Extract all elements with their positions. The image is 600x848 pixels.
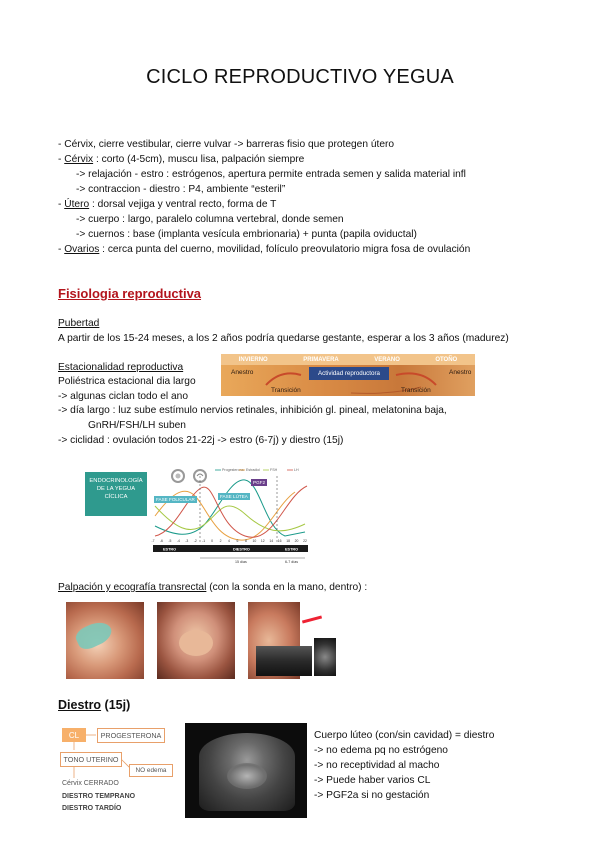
- tag-fase-lutea: FASE LÚTEA: [220, 494, 248, 499]
- season-header: [221, 354, 475, 365]
- diestro-line-2: -> no edema pq no estrógeno: [314, 745, 448, 756]
- ultrasound-photo: [248, 602, 336, 679]
- season-invierno: INVIERNO: [238, 356, 268, 363]
- tick-label: -5: [168, 539, 172, 543]
- estac-line-5: -> ciclidad : ovulación todos 21-22j -> estro (6-7j) y diestro (15j): [58, 435, 344, 446]
- endo-chart: [145, 466, 315, 568]
- endo-chart-title: ENDOCRINOLOGÍA DE LA YEGUA CÍCLICA: [85, 472, 147, 516]
- tick-label: 6: [236, 539, 239, 543]
- actividad-box: Actividad reproductora: [309, 367, 389, 380]
- tick-label: 4: [228, 539, 230, 543]
- duration-estro: 6-7 días: [285, 560, 298, 564]
- tick-label: 18: [286, 539, 291, 543]
- diestro-tardio: DIESTRO TARDÍO: [62, 805, 122, 812]
- note-line-5: - Útero : dorsal vejiga y ventral recto, forma de T: [58, 199, 277, 210]
- legend-label-0: Progesterona: [222, 468, 244, 473]
- estac-line-3: -> día largo : luz sube estímulo nervios retinales, inhibición gl. pineal, melatonina baja,: [58, 405, 447, 416]
- note-line-1: - Cérvix, cierre vestibular, cierre vulvar -> barreras fisio que protegen útero: [58, 139, 395, 150]
- estac-line-1: Poliéstrica estacional dia largo: [58, 376, 196, 387]
- section-heading-fisiologia: Fisiologia reproductiva: [58, 286, 202, 301]
- note-line-3: -> relajación - estro : estrógenos, apertura permite entrada semen y salida material infl: [76, 169, 466, 180]
- tick-label: 14: [269, 539, 274, 543]
- ultrasound-image: [185, 723, 307, 818]
- transicion-left: Transición: [271, 387, 301, 394]
- duration-diestro: 15 días: [235, 560, 247, 564]
- page-title: CICLO REPRODUCTIVO YEGUA: [146, 66, 454, 88]
- diestro-line-1: Cuerpo lúteo (con/sin cavidad) = diestro: [314, 730, 495, 741]
- note-line-8: - Ovarios : cerca punta del cuerno, movilidad, folículo preovulatorio migra fosa de ovulación: [58, 244, 471, 255]
- legend-label-2: FSH: [270, 468, 278, 473]
- tick-label: 20: [294, 539, 299, 543]
- legend-label-1: Estradiol: [246, 468, 260, 473]
- tick-label: 2: [219, 539, 222, 543]
- anestro-left: Anestro: [231, 369, 254, 376]
- transicion-right: Transición: [401, 387, 431, 394]
- term-utero: Útero: [64, 199, 90, 210]
- tick-label: -7: [151, 539, 155, 543]
- phase-label-2: ESTRO: [285, 547, 299, 552]
- estac-line-2: -> algunas ciclan todo el ano: [58, 391, 188, 402]
- tag-pgf2: PGF2: [253, 480, 265, 485]
- tick-label: -3: [185, 539, 189, 543]
- phase-label-0: ESTRO: [163, 547, 177, 552]
- term-cervix: Cérvix: [64, 154, 94, 165]
- palpation-photo-1: [66, 602, 144, 679]
- palpation-photo-2: [157, 602, 235, 679]
- note-line-6: -> cuerpo : largo, paralelo columna vertebral, donde semen: [76, 214, 344, 225]
- note-line-2: - Cérvix : corto (4-5cm), muscu lisa, palpación siempre: [58, 154, 305, 165]
- estac-line-4: GnRH/FSH/LH suben: [88, 420, 186, 431]
- note-line-4: -> contraccion - diestro : P4, ambiente “esteril”: [76, 184, 286, 195]
- progesterona-box: PROGESTERONA: [97, 728, 165, 743]
- tono-uterino-box: TONO UTERINO: [60, 752, 122, 767]
- tick-label: 16: [277, 539, 282, 543]
- diestro-temprano: DIESTRO TEMPRANO: [62, 793, 136, 800]
- estacionalidad-title: Estacionalidad reproductiva: [58, 362, 184, 373]
- diestro-line-5: -> PGF2a si no gestación: [314, 790, 430, 801]
- note-line-7: -> cuernos : base (implanta vesícula embrionaria) + punta (papila oviductal): [76, 229, 417, 240]
- season-verano: VERANO: [374, 356, 400, 363]
- anestro-right: Anestro: [449, 369, 472, 376]
- seasonality-banner: [221, 354, 475, 396]
- tick-label: -1: [202, 539, 206, 543]
- pubertad-title: Pubertad: [58, 318, 100, 329]
- season-primavera: PRIMAVERA: [303, 356, 339, 363]
- series-fsh: [155, 506, 305, 531]
- tick-label: 8: [244, 539, 247, 543]
- cl-box: CL: [62, 728, 86, 742]
- tick-label: 22: [303, 539, 307, 543]
- tick-label: 12: [260, 539, 265, 543]
- series-progesterona: [155, 480, 305, 536]
- legend-label-3: LH: [294, 468, 299, 473]
- season-otono: OTOÑO: [435, 356, 458, 363]
- cervix-cerrado: Cérvix CERRADO: [62, 780, 119, 787]
- tick-label: -2: [193, 539, 197, 543]
- tag-fase-folicular: FASE FOLICULAR: [156, 497, 195, 502]
- pubertad-text: A partir de los 15-24 meses, a los 2 años podría quedarse gestante, esperar a los 3 años (madurez): [58, 333, 509, 344]
- tick-label: 10: [252, 539, 257, 543]
- phase-label-1: DIESTRO: [233, 547, 250, 552]
- tick-label: -6: [159, 539, 163, 543]
- tick-label: 0: [211, 539, 214, 543]
- diestro-line-4: -> Puede haber varios CL: [314, 775, 431, 786]
- tick-label: -4: [176, 539, 180, 543]
- diestro-heading: Diestro (15j): [58, 698, 131, 712]
- no-edema-box: NO edema: [129, 764, 173, 777]
- diestro-line-3: -> no receptividad al macho: [314, 760, 440, 771]
- palpacion-title: Palpación y ecografía transrectal (con la sonda en la mano, dentro) :: [58, 582, 368, 593]
- term-ovarios: Ovarios: [64, 244, 100, 255]
